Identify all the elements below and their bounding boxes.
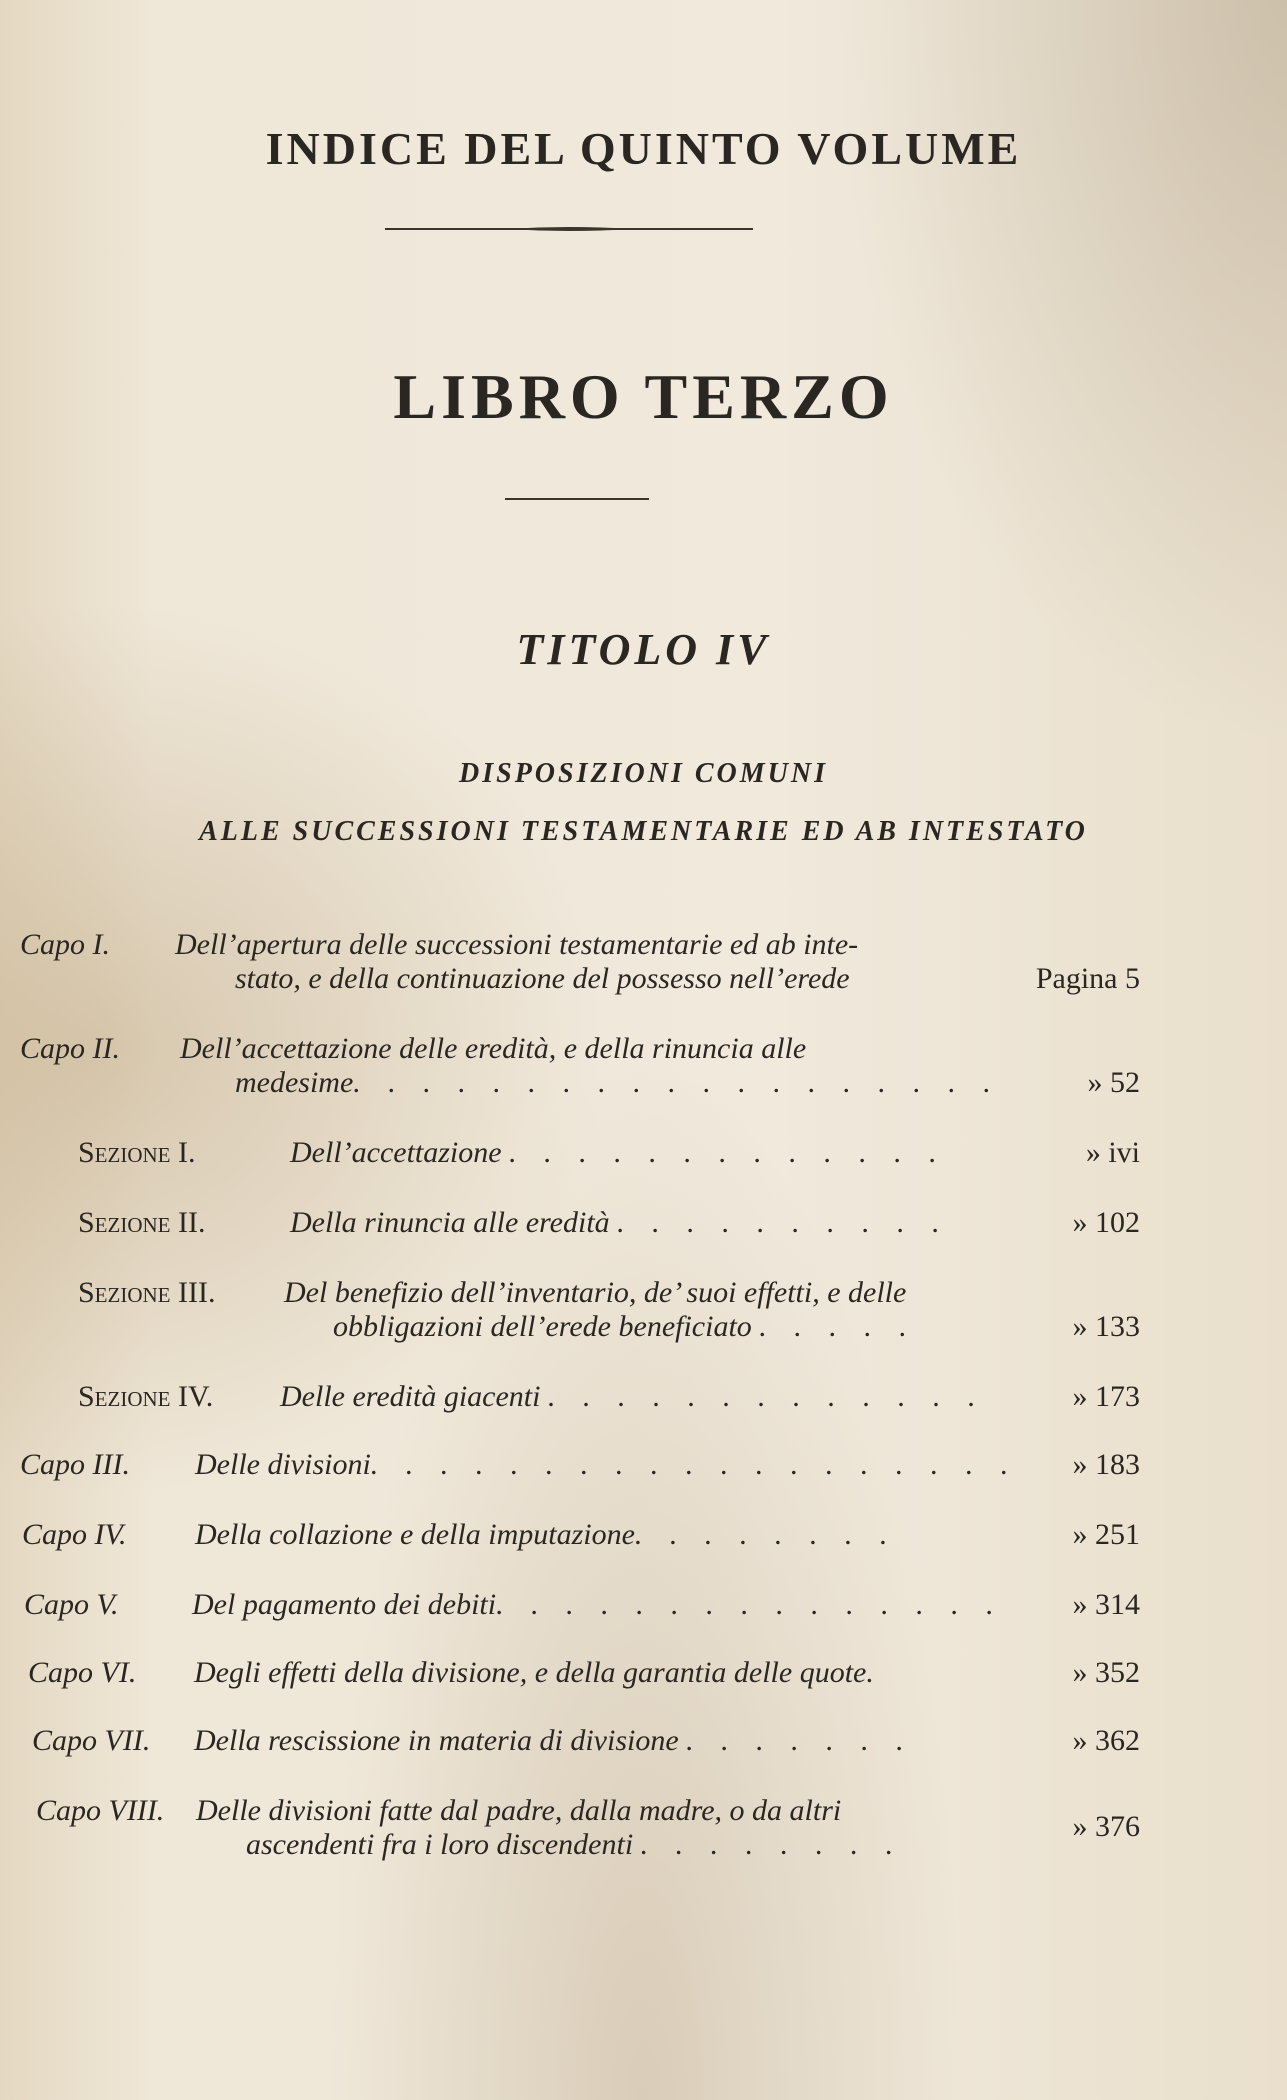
book-heading: LIBRO TERZO: [393, 361, 894, 432]
entry-title-continued: stato, e della continuazione del possesso nell’erede: [235, 962, 850, 995]
toc-entry: [78, 1206, 1140, 1246]
entry-page: » 173: [1072, 1380, 1140, 1413]
entry-title: Dell’accettazione delle eredità, e della rinuncia alle: [180, 1032, 807, 1065]
entry-page: » ivi: [1085, 1136, 1140, 1169]
entry-title: Della rinuncia alle eredità . . . . . . . . . .: [290, 1206, 950, 1239]
entry-page: » 376: [1072, 1810, 1140, 1843]
index-title: INDICE DEL QUINTO VOLUME: [265, 123, 1022, 174]
entry-page: Pagina 5: [1035, 962, 1140, 995]
entry-title: Della collazione e della imputazione. . . . . . . .: [195, 1518, 898, 1551]
entry-label: Capo I.: [20, 928, 110, 961]
entry-title: Delle divisioni fatte dal padre, dalla madre, o da altri: [196, 1794, 842, 1827]
toc-entry: [78, 1136, 1140, 1176]
entry-label: Sezione III.: [78, 1276, 216, 1309]
toc-entry: [28, 1656, 1140, 1696]
entry-label: Capo IV.: [22, 1518, 127, 1551]
toc-entry: [20, 1448, 1140, 1488]
toc-entry: [36, 1794, 1140, 1874]
entry-label: Capo VI.: [28, 1656, 137, 1689]
entry-label: Capo V.: [24, 1588, 119, 1621]
entry-title-continued: medesime. . . . . . . . . . . . . . . . . . .: [235, 1066, 1001, 1099]
toc-entry: [20, 928, 1140, 1008]
entry-page: » 251: [1072, 1518, 1140, 1551]
entry-page: » 352: [1072, 1656, 1140, 1689]
entry-title: Dell’apertura delle successioni testamentarie ed ab inte-: [175, 928, 859, 961]
entry-title: Del benefizio dell’inventario, de’ suoi effetti, e delle: [284, 1276, 907, 1309]
entry-label: Sezione II.: [78, 1206, 206, 1239]
entry-title-continued: obbligazioni dell’erede beneficiato . . . . .: [333, 1310, 917, 1343]
section-subtitle-2: ALLE SUCCESSIONI TESTAMENTARIE ED AB INTESTATO: [199, 816, 1088, 847]
entry-label: Sezione IV.: [78, 1380, 214, 1413]
entry-page: » 183: [1072, 1448, 1140, 1481]
entry-title-continued: ascendenti fra i loro discendenti . . . . . . . .: [246, 1828, 904, 1861]
toc-entry: [24, 1588, 1140, 1628]
entry-page: » 133: [1072, 1310, 1140, 1343]
toc-entry: [20, 1032, 1140, 1112]
toc-entry: [78, 1380, 1140, 1420]
entry-label: Capo II.: [20, 1032, 120, 1065]
entry-title: Dell’accettazione . . . . . . . . . . . . .: [290, 1136, 947, 1169]
ornamental-rule: [385, 226, 753, 232]
toc-entry: [78, 1276, 1140, 1356]
entry-page: » 362: [1072, 1724, 1140, 1757]
short-rule: [505, 498, 649, 500]
entry-label: Sezione I.: [78, 1136, 196, 1169]
entry-page: » 102: [1072, 1206, 1140, 1239]
entry-title: Degli effetti della divisione, e della garantia delle quote.: [194, 1656, 884, 1689]
toc-entry: [22, 1518, 1140, 1558]
entry-label: Capo III.: [20, 1448, 130, 1481]
entry-page: » 52: [1087, 1066, 1140, 1099]
entry-title: Del pagamento dei debiti. . . . . . . . . . . . . . .: [192, 1588, 1004, 1621]
entry-title: Della rescissione in materia di divisione . . . . . . .: [194, 1724, 914, 1757]
entry-title: Delle eredità giacenti . . . . . . . . . . . . .: [280, 1380, 986, 1413]
entry-title: Delle divisioni. . . . . . . . . . . . . . . . . . .: [195, 1448, 1019, 1481]
entry-label: Capo VII.: [32, 1724, 151, 1757]
toc-entry: [32, 1724, 1140, 1764]
section-subtitle-1: DISPOSIZIONI COMUNI: [459, 758, 828, 789]
title-heading: TITOLO IV: [516, 625, 771, 674]
entry-page: » 314: [1072, 1588, 1140, 1621]
entry-label: Capo VIII.: [36, 1794, 165, 1827]
